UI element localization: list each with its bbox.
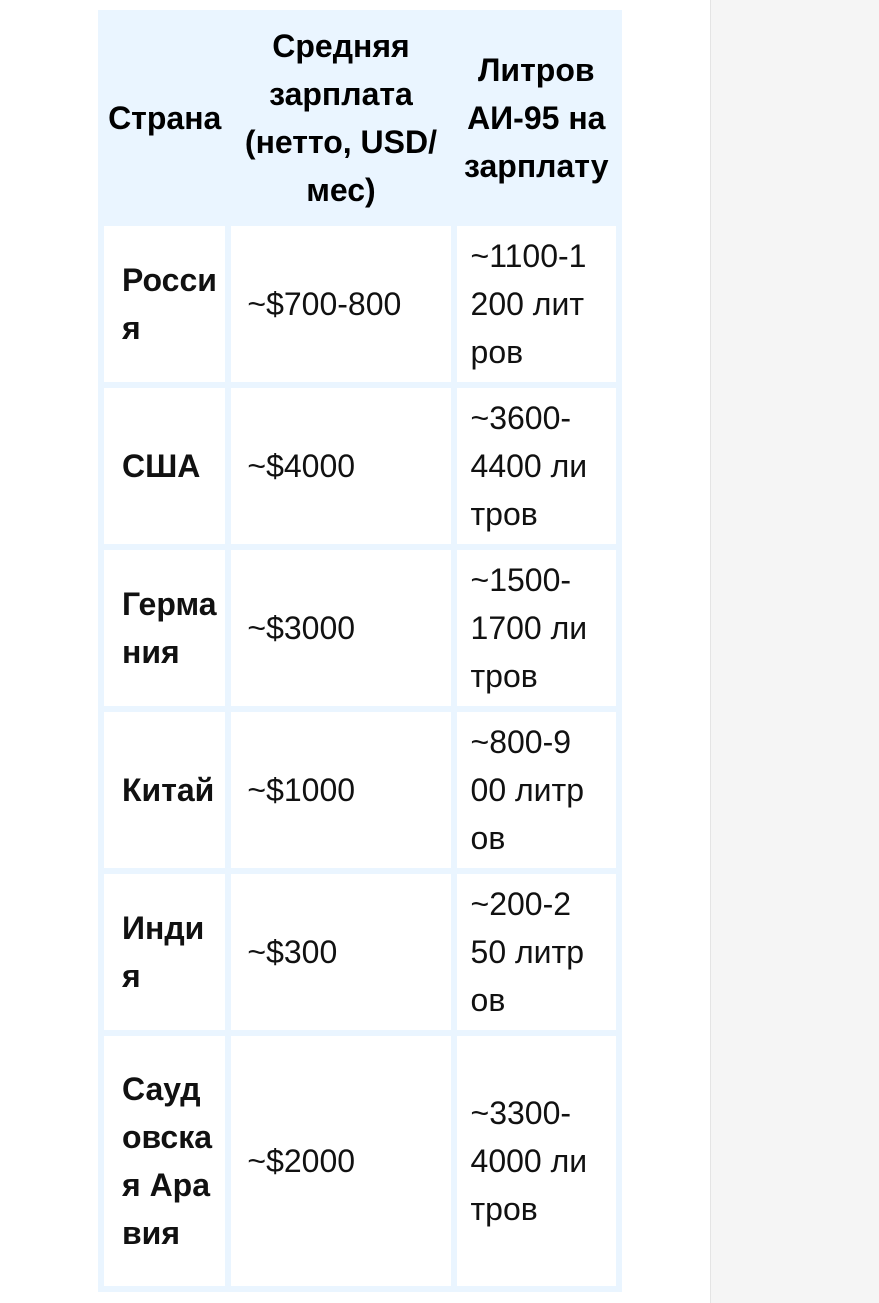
header-salary: Средняя зарплата (нетто, USD/мес) bbox=[231, 16, 450, 220]
cell-liters: ~1500-1700 литров bbox=[457, 550, 616, 706]
cell-salary: ~$300 bbox=[231, 874, 450, 1030]
cell-salary: ~$4000 bbox=[231, 388, 450, 544]
cell-country: Россия bbox=[104, 226, 225, 382]
cell-country: Индия bbox=[104, 874, 225, 1030]
cell-salary: ~$2000 bbox=[231, 1036, 450, 1286]
cell-country: Китай bbox=[104, 712, 225, 868]
table-row bbox=[104, 226, 616, 382]
table-row bbox=[104, 388, 616, 544]
table-row bbox=[104, 874, 616, 1030]
cell-salary: ~$1000 bbox=[231, 712, 450, 868]
header-country: Страна bbox=[104, 16, 225, 220]
cell-salary: ~$700-800 bbox=[231, 226, 450, 382]
table-row bbox=[104, 712, 616, 868]
cell-liters: ~800-900 литров bbox=[457, 712, 616, 868]
cell-liters: ~1100-1200 литров bbox=[457, 226, 616, 382]
cell-liters: ~3300-4000 литров bbox=[457, 1036, 616, 1286]
header-liters: Литров АИ-95 на зарплату bbox=[457, 16, 616, 220]
cell-liters: ~200-250 литров bbox=[457, 874, 616, 1030]
salary-fuel-table bbox=[98, 10, 622, 1292]
table-row bbox=[104, 550, 616, 706]
cell-country: Саудовская Аравия bbox=[104, 1036, 225, 1286]
cell-country: Германия bbox=[104, 550, 225, 706]
data-table-container bbox=[98, 10, 622, 1292]
table-row bbox=[104, 1036, 616, 1286]
right-side-panel bbox=[710, 0, 879, 1303]
cell-country: США bbox=[104, 388, 225, 544]
cell-liters: ~3600-4400 литров bbox=[457, 388, 616, 544]
cell-salary: ~$3000 bbox=[231, 550, 450, 706]
table-header-row bbox=[104, 16, 616, 220]
